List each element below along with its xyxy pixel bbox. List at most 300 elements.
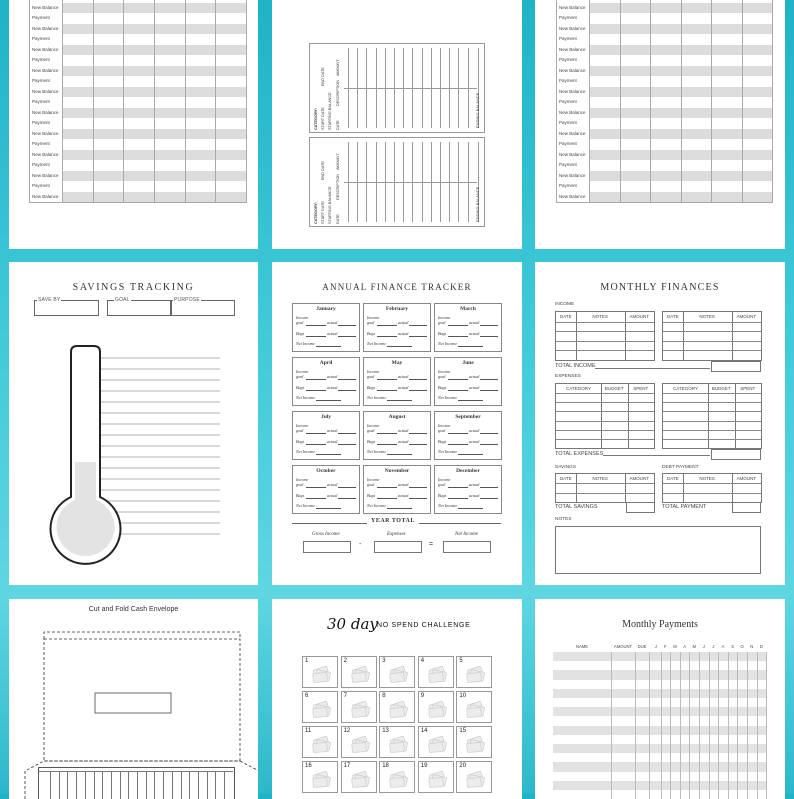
table-cell[interactable] xyxy=(94,34,125,45)
goal-line[interactable] xyxy=(377,444,397,445)
table-cell[interactable] xyxy=(216,87,247,98)
table-cell[interactable] xyxy=(621,3,652,14)
table-cell[interactable] xyxy=(186,66,217,77)
table-cell[interactable] xyxy=(712,45,743,56)
day-cell[interactable] xyxy=(379,761,415,793)
grid-column[interactable] xyxy=(163,771,164,799)
table-cell[interactable] xyxy=(155,97,186,108)
table-cell[interactable] xyxy=(682,192,713,203)
table-cell[interactable] xyxy=(621,76,652,87)
actual-line[interactable] xyxy=(409,433,427,434)
table-row[interactable] xyxy=(663,421,761,422)
table-cell[interactable] xyxy=(621,108,652,119)
actual-line[interactable] xyxy=(480,433,498,434)
table-cell[interactable] xyxy=(155,181,186,192)
grid-column[interactable] xyxy=(224,771,225,799)
table-cell[interactable] xyxy=(712,55,743,66)
table-cell[interactable] xyxy=(63,97,94,108)
table-cell[interactable] xyxy=(590,118,621,129)
day-cell[interactable] xyxy=(341,761,377,793)
table-row[interactable] xyxy=(556,393,654,394)
table-cell[interactable] xyxy=(124,45,155,56)
table-cell[interactable] xyxy=(651,118,682,129)
actual-line[interactable] xyxy=(409,390,427,391)
table-cell[interactable] xyxy=(682,24,713,35)
table-cell[interactable] xyxy=(155,87,186,98)
table-cell[interactable] xyxy=(590,129,621,140)
grid-column[interactable] xyxy=(215,771,216,799)
grid-column[interactable] xyxy=(172,771,173,799)
grid-column[interactable] xyxy=(189,771,190,799)
table-cell[interactable] xyxy=(621,150,652,161)
table-cell[interactable] xyxy=(216,34,247,45)
table-cell[interactable] xyxy=(216,97,247,108)
table-cell[interactable] xyxy=(682,108,713,119)
grid-column[interactable] xyxy=(59,771,60,799)
day-cell[interactable] xyxy=(456,761,492,793)
table-cell[interactable] xyxy=(63,34,94,45)
grid-column[interactable] xyxy=(198,771,199,799)
table-cell[interactable] xyxy=(216,129,247,140)
table-cell[interactable] xyxy=(651,181,682,192)
day-cell[interactable] xyxy=(379,656,415,688)
table-row[interactable] xyxy=(663,493,761,494)
goal-line[interactable] xyxy=(448,379,468,380)
table-cell[interactable] xyxy=(682,160,713,171)
table-cell[interactable] xyxy=(682,13,713,24)
total-payment-field[interactable] xyxy=(732,502,761,513)
actual-line[interactable] xyxy=(480,336,498,337)
day-cell[interactable] xyxy=(456,656,492,688)
table-cell[interactable] xyxy=(590,34,621,45)
net-income-line[interactable] xyxy=(316,508,341,509)
table-cell[interactable] xyxy=(63,192,94,203)
goal-line[interactable] xyxy=(306,487,326,488)
table-cell[interactable] xyxy=(651,34,682,45)
table-cell[interactable] xyxy=(682,118,713,129)
table-cell[interactable] xyxy=(94,66,125,77)
table-cell[interactable] xyxy=(216,160,247,171)
table-cell[interactable] xyxy=(63,129,94,140)
table-cell[interactable] xyxy=(651,97,682,108)
gross-income-field[interactable] xyxy=(303,541,351,553)
table-cell[interactable] xyxy=(621,45,652,56)
table-cell[interactable] xyxy=(651,87,682,98)
goal-line[interactable] xyxy=(448,487,468,488)
grid-column[interactable] xyxy=(120,771,121,799)
table-cell[interactable] xyxy=(63,108,94,119)
table-cell[interactable] xyxy=(94,3,125,14)
table-cell[interactable] xyxy=(124,76,155,87)
table-cell[interactable] xyxy=(186,181,217,192)
table-cell[interactable] xyxy=(94,55,125,66)
net-income-line[interactable] xyxy=(458,508,483,509)
goal-line[interactable] xyxy=(377,325,397,326)
table-cell[interactable] xyxy=(216,181,247,192)
table-cell[interactable] xyxy=(651,171,682,182)
table-cell[interactable] xyxy=(712,192,743,203)
table-cell[interactable] xyxy=(63,150,94,161)
table-cell[interactable] xyxy=(712,13,743,24)
day-cell[interactable] xyxy=(302,691,338,723)
grid-column[interactable] xyxy=(76,771,77,799)
table-cell[interactable] xyxy=(94,45,125,56)
grid-column[interactable] xyxy=(128,771,129,799)
goal-line[interactable] xyxy=(306,390,326,391)
grid-column[interactable] xyxy=(137,771,138,799)
total-savings-field[interactable] xyxy=(626,502,655,513)
net-income-line[interactable] xyxy=(387,454,412,455)
goal-line[interactable] xyxy=(377,390,397,391)
goal-line[interactable] xyxy=(377,433,397,434)
table-cell[interactable] xyxy=(621,66,652,77)
table-cell[interactable] xyxy=(94,181,125,192)
actual-line[interactable] xyxy=(480,487,498,488)
table-cell[interactable] xyxy=(651,150,682,161)
table-row[interactable] xyxy=(556,439,654,440)
table-cell[interactable] xyxy=(94,76,125,87)
table-cell[interactable] xyxy=(94,13,125,24)
table-row[interactable] xyxy=(663,350,761,351)
table-cell[interactable] xyxy=(63,118,94,129)
table-cell[interactable] xyxy=(743,150,774,161)
table-cell[interactable] xyxy=(186,139,217,150)
table-row[interactable] xyxy=(663,411,761,412)
table-cell[interactable] xyxy=(743,139,774,150)
table-cell[interactable] xyxy=(216,150,247,161)
goal-line[interactable] xyxy=(377,336,397,337)
table-cell[interactable] xyxy=(186,129,217,140)
table-cell[interactable] xyxy=(621,192,652,203)
actual-line[interactable] xyxy=(338,498,356,499)
table-cell[interactable] xyxy=(63,66,94,77)
net-income-line[interactable] xyxy=(316,454,341,455)
actual-line[interactable] xyxy=(409,336,427,337)
table-cell[interactable] xyxy=(743,192,774,203)
table-row[interactable] xyxy=(556,331,654,332)
table-cell[interactable] xyxy=(155,160,186,171)
table-cell[interactable] xyxy=(590,108,621,119)
actual-line[interactable] xyxy=(338,487,356,488)
table-cell[interactable] xyxy=(651,192,682,203)
table-cell[interactable] xyxy=(743,108,774,119)
table-cell[interactable] xyxy=(682,139,713,150)
grid-column[interactable] xyxy=(85,771,86,799)
day-cell[interactable] xyxy=(418,691,454,723)
table-cell[interactable] xyxy=(155,76,186,87)
table-cell[interactable] xyxy=(124,55,155,66)
table-cell[interactable] xyxy=(621,24,652,35)
day-cell[interactable] xyxy=(341,691,377,723)
table-cell[interactable] xyxy=(155,118,186,129)
actual-line[interactable] xyxy=(409,379,427,380)
day-cell[interactable] xyxy=(302,761,338,793)
table-cell[interactable] xyxy=(216,55,247,66)
table-cell[interactable] xyxy=(94,150,125,161)
table-cell[interactable] xyxy=(124,171,155,182)
grid-column[interactable] xyxy=(102,771,103,799)
table-cell[interactable] xyxy=(590,66,621,77)
table-cell[interactable] xyxy=(743,3,774,14)
total-expenses-field[interactable] xyxy=(711,449,761,460)
net-income-line[interactable] xyxy=(458,346,483,347)
table-cell[interactable] xyxy=(621,34,652,45)
day-cell[interactable] xyxy=(418,761,454,793)
table-cell[interactable] xyxy=(621,160,652,171)
goal-line[interactable] xyxy=(448,390,468,391)
table-cell[interactable] xyxy=(712,118,743,129)
table-row[interactable] xyxy=(663,483,761,484)
actual-line[interactable] xyxy=(480,325,498,326)
actual-line[interactable] xyxy=(409,487,427,488)
table-cell[interactable] xyxy=(155,192,186,203)
table-row[interactable] xyxy=(663,341,761,342)
table-cell[interactable] xyxy=(743,171,774,182)
table-cell[interactable] xyxy=(216,108,247,119)
actual-line[interactable] xyxy=(480,444,498,445)
table-cell[interactable] xyxy=(63,13,94,24)
table-row[interactable] xyxy=(556,421,654,422)
table-cell[interactable] xyxy=(712,34,743,45)
table-cell[interactable] xyxy=(590,139,621,150)
table-cell[interactable] xyxy=(155,45,186,56)
table-cell[interactable] xyxy=(621,118,652,129)
grid-column[interactable] xyxy=(94,771,95,799)
table-row[interactable] xyxy=(556,402,654,403)
table-cell[interactable] xyxy=(186,24,217,35)
table-cell[interactable] xyxy=(124,24,155,35)
table-cell[interactable] xyxy=(124,66,155,77)
table-cell[interactable] xyxy=(590,13,621,24)
table-cell[interactable] xyxy=(743,181,774,192)
day-cell[interactable] xyxy=(302,656,338,688)
table-cell[interactable] xyxy=(186,45,217,56)
net-income-field[interactable] xyxy=(443,541,491,553)
table-cell[interactable] xyxy=(124,192,155,203)
table-row[interactable] xyxy=(663,402,761,403)
goal-line[interactable] xyxy=(448,444,468,445)
net-income-line[interactable] xyxy=(387,400,412,401)
table-cell[interactable] xyxy=(63,76,94,87)
table-row[interactable] xyxy=(663,322,761,323)
day-cell[interactable] xyxy=(379,726,415,758)
table-row[interactable] xyxy=(556,493,654,494)
goal-line[interactable] xyxy=(448,433,468,434)
table-cell[interactable] xyxy=(590,97,621,108)
table-cell[interactable] xyxy=(155,150,186,161)
table-cell[interactable] xyxy=(216,118,247,129)
table-cell[interactable] xyxy=(682,87,713,98)
table-cell[interactable] xyxy=(712,139,743,150)
table-cell[interactable] xyxy=(682,34,713,45)
table-cell[interactable] xyxy=(186,118,217,129)
day-cell[interactable] xyxy=(302,726,338,758)
table-cell[interactable] xyxy=(186,87,217,98)
table-cell[interactable] xyxy=(124,181,155,192)
table-cell[interactable] xyxy=(590,55,621,66)
table-cell[interactable] xyxy=(682,97,713,108)
table-cell[interactable] xyxy=(216,139,247,150)
goal-line[interactable] xyxy=(377,487,397,488)
actual-line[interactable] xyxy=(338,444,356,445)
day-cell[interactable] xyxy=(418,726,454,758)
table-row[interactable] xyxy=(663,439,761,440)
table-cell[interactable] xyxy=(682,181,713,192)
grid-column[interactable] xyxy=(181,771,182,799)
table-cell[interactable] xyxy=(186,171,217,182)
actual-line[interactable] xyxy=(409,498,427,499)
actual-line[interactable] xyxy=(338,390,356,391)
table-cell[interactable] xyxy=(155,66,186,77)
actual-line[interactable] xyxy=(338,325,356,326)
goal-line[interactable] xyxy=(448,498,468,499)
table-cell[interactable] xyxy=(743,55,774,66)
table-cell[interactable] xyxy=(590,24,621,35)
table-cell[interactable] xyxy=(94,192,125,203)
table-cell[interactable] xyxy=(186,192,217,203)
table-cell[interactable] xyxy=(590,192,621,203)
table-cell[interactable] xyxy=(155,24,186,35)
actual-line[interactable] xyxy=(338,336,356,337)
table-cell[interactable] xyxy=(651,45,682,56)
goal-line[interactable] xyxy=(377,498,397,499)
table-cell[interactable] xyxy=(124,118,155,129)
table-row[interactable] xyxy=(663,393,761,394)
table-cell[interactable] xyxy=(186,76,217,87)
table-cell[interactable] xyxy=(682,66,713,77)
table-cell[interactable] xyxy=(743,13,774,24)
table-cell[interactable] xyxy=(621,55,652,66)
table-cell[interactable] xyxy=(590,87,621,98)
table-cell[interactable] xyxy=(94,24,125,35)
table-cell[interactable] xyxy=(94,171,125,182)
day-cell[interactable] xyxy=(341,656,377,688)
table-cell[interactable] xyxy=(94,97,125,108)
table-cell[interactable] xyxy=(712,150,743,161)
table-cell[interactable] xyxy=(621,13,652,24)
table-cell[interactable] xyxy=(682,76,713,87)
actual-line[interactable] xyxy=(338,379,356,380)
goal-line[interactable] xyxy=(306,379,326,380)
actual-line[interactable] xyxy=(480,379,498,380)
table-cell[interactable] xyxy=(743,24,774,35)
table-cell[interactable] xyxy=(155,3,186,14)
day-cell[interactable] xyxy=(456,726,492,758)
grid-column[interactable] xyxy=(50,771,51,799)
grid-column[interactable] xyxy=(146,771,147,799)
net-income-line[interactable] xyxy=(458,400,483,401)
table-cell[interactable] xyxy=(124,34,155,45)
table-row[interactable] xyxy=(556,483,654,484)
grid-column[interactable] xyxy=(111,771,112,799)
table-cell[interactable] xyxy=(621,87,652,98)
actual-line[interactable] xyxy=(338,433,356,434)
table-row[interactable] xyxy=(556,322,654,323)
table-cell[interactable] xyxy=(186,97,217,108)
table-cell[interactable] xyxy=(712,160,743,171)
table-cell[interactable] xyxy=(651,160,682,171)
table-cell[interactable] xyxy=(94,87,125,98)
table-cell[interactable] xyxy=(124,3,155,14)
goal-line[interactable] xyxy=(306,498,326,499)
table-cell[interactable] xyxy=(682,129,713,140)
net-income-line[interactable] xyxy=(387,346,412,347)
table-cell[interactable] xyxy=(712,76,743,87)
table-cell[interactable] xyxy=(124,87,155,98)
goal-line[interactable] xyxy=(306,433,326,434)
table-cell[interactable] xyxy=(651,129,682,140)
table-row[interactable] xyxy=(663,430,761,431)
table-cell[interactable] xyxy=(651,76,682,87)
table-cell[interactable] xyxy=(621,129,652,140)
table-cell[interactable] xyxy=(743,118,774,129)
table-cell[interactable] xyxy=(63,3,94,14)
table-cell[interactable] xyxy=(743,160,774,171)
table-cell[interactable] xyxy=(216,3,247,14)
table-cell[interactable] xyxy=(590,76,621,87)
table-cell[interactable] xyxy=(651,3,682,14)
table-cell[interactable] xyxy=(651,55,682,66)
table-cell[interactable] xyxy=(186,108,217,119)
table-cell[interactable] xyxy=(155,171,186,182)
table-cell[interactable] xyxy=(155,55,186,66)
table-cell[interactable] xyxy=(155,13,186,24)
actual-line[interactable] xyxy=(409,325,427,326)
actual-line[interactable] xyxy=(409,444,427,445)
table-cell[interactable] xyxy=(186,150,217,161)
net-income-line[interactable] xyxy=(316,346,341,347)
table-cell[interactable] xyxy=(682,171,713,182)
actual-line[interactable] xyxy=(480,498,498,499)
table-cell[interactable] xyxy=(712,24,743,35)
table-cell[interactable] xyxy=(94,108,125,119)
table-cell[interactable] xyxy=(124,129,155,140)
goal-line[interactable] xyxy=(377,379,397,380)
table-cell[interactable] xyxy=(743,45,774,56)
table-row[interactable] xyxy=(556,430,654,431)
net-income-line[interactable] xyxy=(316,400,341,401)
table-cell[interactable] xyxy=(124,150,155,161)
table-row[interactable] xyxy=(556,411,654,412)
table-cell[interactable] xyxy=(743,66,774,77)
day-cell[interactable] xyxy=(379,691,415,723)
table-cell[interactable] xyxy=(186,55,217,66)
table-cell[interactable] xyxy=(63,160,94,171)
day-cell[interactable] xyxy=(341,726,377,758)
table-cell[interactable] xyxy=(590,45,621,56)
grid-column[interactable] xyxy=(207,771,208,799)
table-cell[interactable] xyxy=(712,171,743,182)
table-cell[interactable] xyxy=(63,24,94,35)
table-cell[interactable] xyxy=(94,129,125,140)
total-income-field[interactable] xyxy=(711,361,761,372)
table-cell[interactable] xyxy=(63,139,94,150)
table-cell[interactable] xyxy=(621,97,652,108)
table-cell[interactable] xyxy=(63,55,94,66)
table-row[interactable] xyxy=(663,331,761,332)
table-cell[interactable] xyxy=(682,150,713,161)
table-cell[interactable] xyxy=(124,139,155,150)
day-cell[interactable] xyxy=(456,691,492,723)
table-cell[interactable] xyxy=(216,76,247,87)
table-cell[interactable] xyxy=(124,13,155,24)
table-cell[interactable] xyxy=(651,24,682,35)
net-income-line[interactable] xyxy=(458,454,483,455)
actual-line[interactable] xyxy=(480,390,498,391)
expenses-field[interactable] xyxy=(374,541,422,553)
table-cell[interactable] xyxy=(743,129,774,140)
table-cell[interactable] xyxy=(682,55,713,66)
